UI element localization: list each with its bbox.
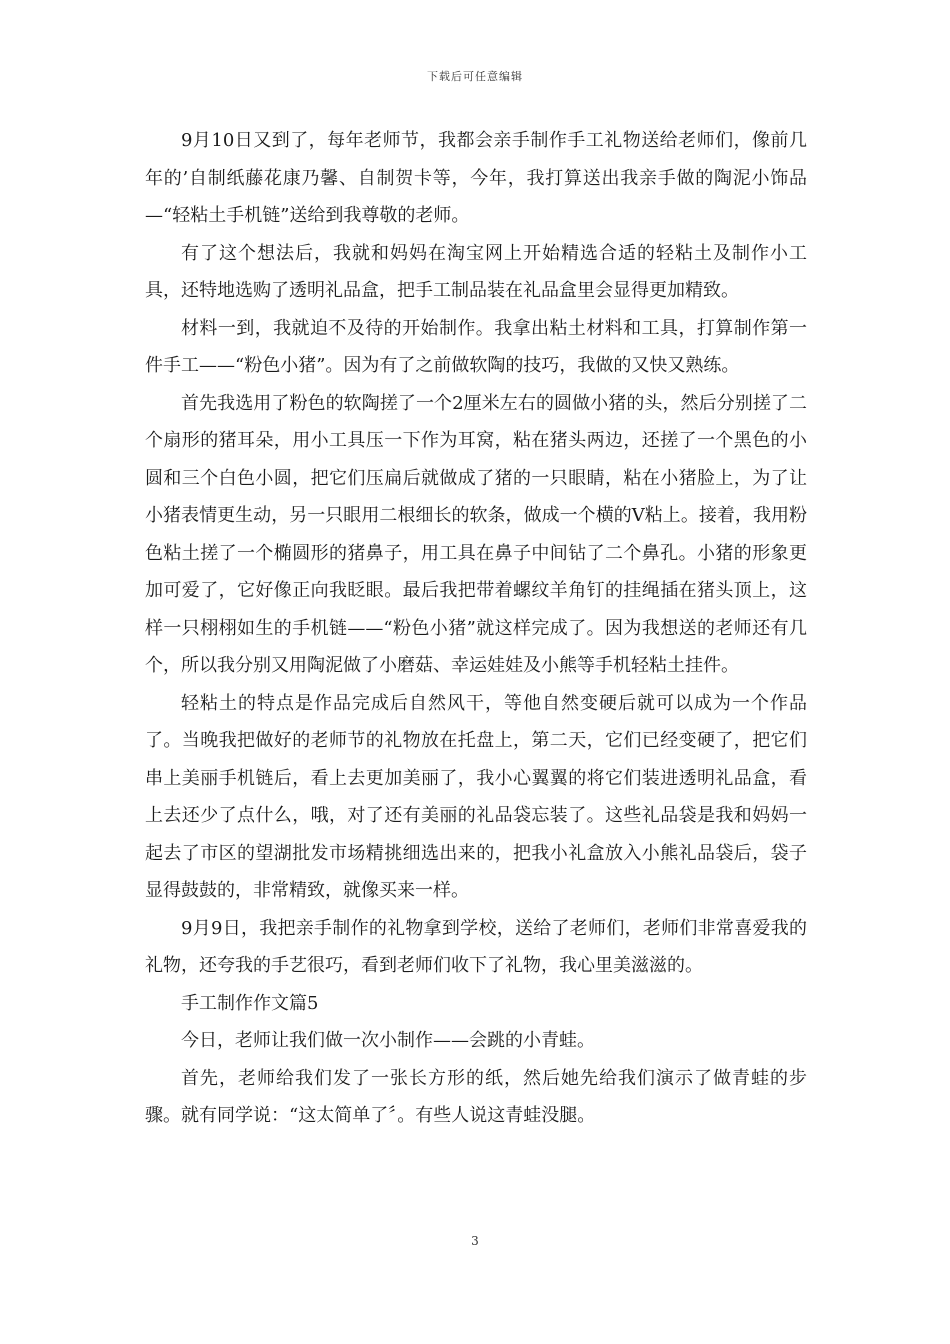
page-number: 3	[471, 1234, 479, 1248]
paragraph-6: 9月9日，我把亲手制作的礼物拿到学校，送给了老师们，老师们非常喜爱我的礼物，还夸我的手艺很巧，看到老师们收下了礼物，我心里美滋滋的。	[145, 917, 807, 976]
paragraph-3: 材料一到，我就迫不及待的开始制作。我拿出粘土材料和工具，打算制作第一件手工——“粉色小猪”。因为有了之前做软陶的技巧，我做的又快又熟练。	[145, 317, 807, 376]
paragraph-5: 轻粘土的特点是作品完成后自然风干，等他自然变硬后就可以成为一个作品了。当晚我把做好的老师节的礼物放在托盘上，第二天，它们已经变硬了，把它们串上美丽手机链后，看上去更加美丽了，我小心翼翼的将它们装进透明礼品盒，看上去还少了点什么，哦，对了还有美丽的礼品袋忘装了。这些礼品袋是我和妈妈一起去了市区的望湖批发市场精挑细选出来的，把我小礼盒放入小熊礼品袋后，袋子显得鼓鼓的，非常精致，就像买来一样。	[145, 692, 807, 901]
section-heading: 手工制作作文篇5	[181, 992, 319, 1014]
paragraph-2: 有了这个想法后，我就和妈妈在淘宝网上开始精选合适的轻粘土及制作小工具，还特地选购了透明礼品盒，把手工制品装在礼品盒里会显得更加精致。	[145, 242, 807, 301]
body-text	[145, 122, 807, 1135]
paragraph-4: 首先我选用了粉色的软陶搓了一个2厘米左右的圆做小猪的头，然后分别搓了二个扇形的猪耳朵，用小工具压一下作为耳窝，粘在猪头两边，还搓了一个黑色的小圆和三个白色小圆，把它们压扁后就做成了猪的一只眼睛，粘在小猪脸上，为了让小猪表情更生动，另一只眼用二根细长的软条，做成一个横的V粘上。接着，我用粉色粘土搓了一个椭圆形的猪鼻子，用工具在鼻子中间钻了二个鼻孔。小猪的形象更加可爱了，它好像正向我眨眼。最后我把带着螺纹羊角钉的挂绳插在猪头顶上，这样一只栩栩如生的手机链——“粉色小猪”就这样完成了。因为我想送的老师还有几个，所以我分别又用陶泥做了小磨菇、幸运娃娃及小熊等手机轻粘土挂件。	[145, 392, 807, 676]
paragraph-1: 9月10日又到了，每年老师节，我都会亲手制作手工礼物送给老师们，像前几年的’自制纸藤花康乃馨、自制贺卡等，今年，我打算送出我亲手做的陶泥小饰品—“轻粘土手机链”送给到我尊敬的老师。	[145, 130, 807, 226]
paragraph-8: 首先，老师给我们发了一张长方形的纸，然后她先给我们演示了做青蛙的步骤。就有同学说：“这太简单了〞。有些人说这青蛙没腿。	[145, 1067, 807, 1126]
page-header: 下载后可任意编辑	[427, 70, 523, 83]
paragraph-7: 今日，老师让我们做一次小制作——会跳的小青蛙。	[181, 1030, 595, 1051]
